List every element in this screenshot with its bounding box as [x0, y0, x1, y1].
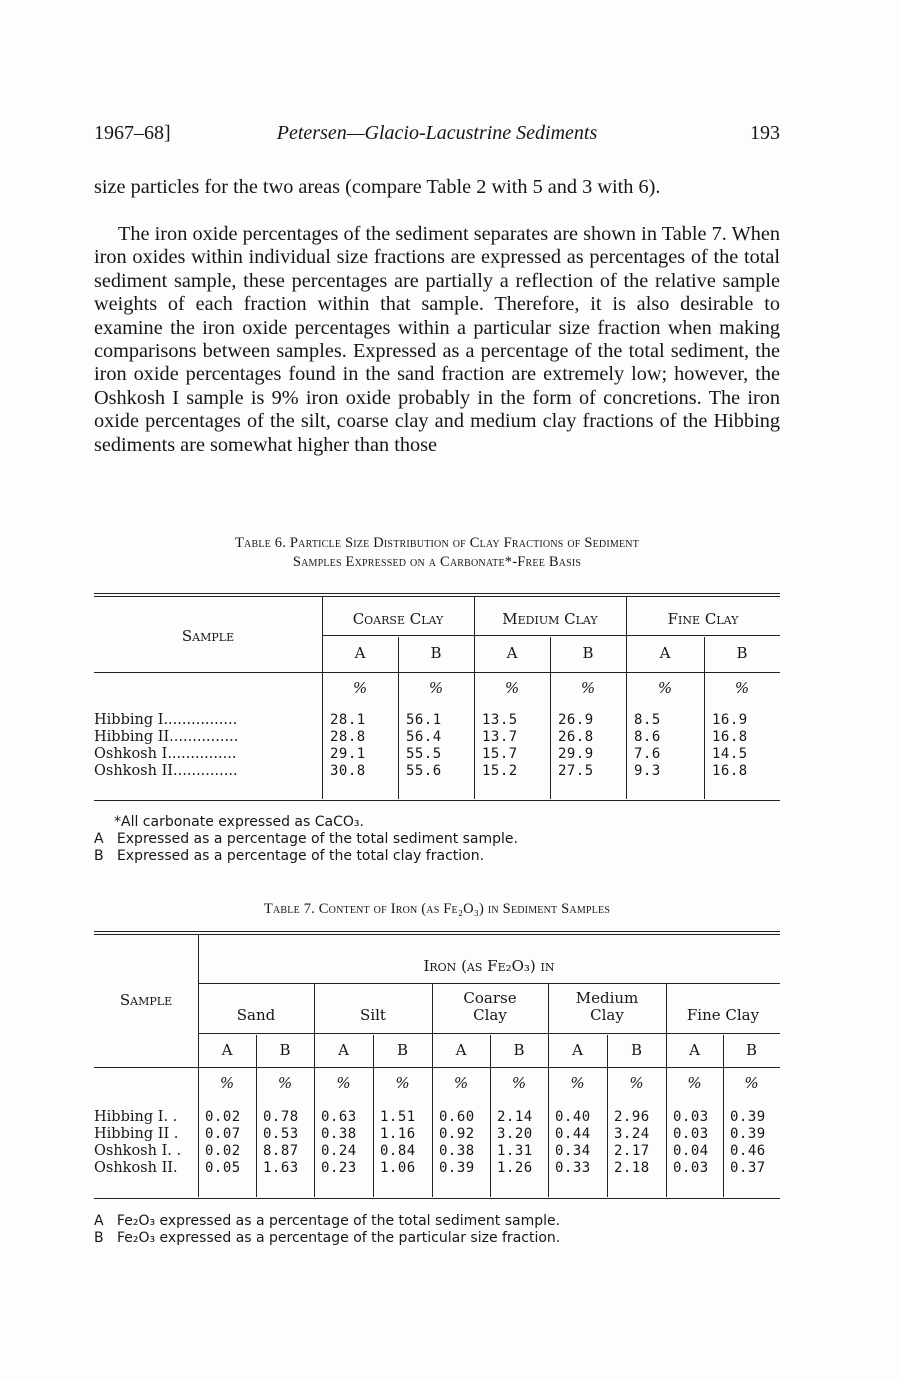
table6-subheader: B: [582, 644, 594, 662]
table7-subheader: B: [630, 1041, 643, 1059]
table7-caption: Table 7. Content of Iron (as Fe₂O₃) in Sediment Samples: [263, 901, 611, 917]
table7-vline: [607, 1035, 608, 1197]
table7-cell: 0.60: [439, 1109, 475, 1125]
table6-cell: 28.1: [330, 712, 366, 728]
table6-subheader: B: [736, 644, 748, 662]
table7-cell: 0.38: [321, 1126, 357, 1142]
table6-cell: 16.9: [712, 712, 748, 728]
table7-cell: 3.24: [614, 1126, 650, 1142]
table6-cell: 26.9: [558, 712, 594, 728]
table6-top-rule: [94, 593, 780, 597]
table7-row-label: Oshkosh I. .: [94, 1143, 182, 1159]
table6-cell: 56.1: [406, 712, 442, 728]
table6-row-label: [94, 763, 320, 779]
table7-cell: 0.02: [205, 1143, 241, 1159]
table7-top-rule: [94, 931, 780, 935]
table6-row-label: [94, 746, 320, 762]
table7-cell: 8.87: [263, 1143, 299, 1159]
table7-cell: 0.63: [321, 1109, 357, 1125]
table7-cell: 0.40: [555, 1109, 591, 1125]
table7-cell: 0.03: [673, 1109, 709, 1125]
table6-sample-header: Sample: [181, 627, 235, 645]
table7-cell: 2.18: [614, 1160, 650, 1176]
table6-note-b: B Expressed as a percentage of the total clay fraction.: [94, 848, 485, 864]
table6-subheader: A: [659, 644, 671, 662]
table7-group-header-line-2: Sand: [236, 1006, 276, 1024]
table7-cell: 1.26: [497, 1160, 533, 1176]
table6-subheader: B: [430, 644, 442, 662]
leader-dots: ...............: [167, 746, 237, 762]
table6-cell: 15.2: [482, 763, 518, 779]
table6-cell: 29.9: [558, 746, 594, 762]
table7-group-header-line-1: Medium: [575, 989, 639, 1007]
leader-dots: ................: [163, 712, 238, 728]
table7-sample-header: Sample: [119, 991, 173, 1009]
table7-unit: %: [336, 1074, 351, 1092]
table7-cell: 3.20: [497, 1126, 533, 1142]
table7-group-header-line-2: Fine Clay: [686, 1006, 760, 1024]
table7-group-header-line-2: Clay: [473, 1006, 507, 1024]
table7-super-rule: [198, 983, 780, 984]
table7-group-header-line-2: Clay: [590, 1006, 624, 1024]
table7-cell: 0.05: [205, 1160, 241, 1176]
table7-cell: 0.92: [439, 1126, 475, 1142]
table7-cell: 0.84: [380, 1143, 416, 1159]
table7-unit: %: [511, 1074, 527, 1092]
table7-subheader: A: [455, 1041, 467, 1059]
table7-cell: 0.39: [730, 1109, 766, 1125]
table7-cell: 0.44: [555, 1126, 591, 1142]
table7-note-b: B Fe₂O₃ expressed as a percentage of the particular size fraction.: [94, 1230, 561, 1246]
body-paragraph-1: [94, 176, 780, 199]
table7-unit: %: [219, 1074, 235, 1092]
table7-subheader: A: [338, 1041, 349, 1059]
table7-vline: [256, 1035, 257, 1197]
table6-cell: 16.8: [712, 729, 748, 745]
table6-row-label: [94, 729, 320, 745]
paragraph-text: size particles for the two areas (compare Table 2 with 5 and 3 with 6).: [94, 176, 661, 198]
table7-cell: 2.17: [614, 1143, 650, 1159]
table7-row-label: Hibbing II .: [94, 1126, 179, 1142]
table7-vline: [490, 1035, 491, 1197]
table7-cell: 1.06: [380, 1160, 416, 1176]
leader-dots: ...............: [169, 729, 239, 745]
table6-cell: 13.7: [482, 729, 518, 745]
table7-subheader: B: [513, 1041, 525, 1059]
table6-bottom-rule: [94, 800, 780, 801]
table7-cell: 0.03: [673, 1126, 709, 1142]
table6-caption-line-1: Table 6. Particle Size Distribution of Clay Fractions of Sediment: [235, 535, 639, 551]
table6-group-rule: [322, 635, 780, 636]
table7-cell: 0.04: [673, 1143, 709, 1159]
table6-cell: 30.8: [330, 763, 366, 779]
table7-cell: 2.14: [497, 1109, 533, 1125]
sample-name: Oshkosh II: [94, 763, 174, 779]
table7-unit: %: [629, 1074, 644, 1092]
table7-cell: 0.38: [439, 1143, 475, 1159]
table6-caption: [94, 534, 780, 572]
table7-subheader: B: [745, 1041, 758, 1059]
table6-cell: 55.6: [406, 763, 442, 779]
table7-cell: 0.53: [263, 1126, 299, 1142]
table7-subheader: B: [396, 1041, 409, 1059]
table7-cell: 1.16: [380, 1126, 416, 1142]
table6-subheader: A: [506, 644, 518, 662]
table7-subheader: A: [689, 1041, 700, 1059]
table6-cell: 55.5: [406, 746, 442, 762]
table6-notes: [94, 814, 518, 865]
table7-cell: 0.34: [555, 1143, 591, 1159]
table6-header-rule: [94, 672, 780, 673]
table6-cell: 8.6: [634, 729, 661, 745]
table6-cell: 15.7: [482, 746, 518, 762]
table7-unit: %: [277, 1074, 293, 1092]
table7-row-label: Hibbing I. .: [94, 1109, 178, 1125]
table6-cell: 29.1: [330, 746, 366, 762]
table6-cell: 14.5: [712, 746, 748, 762]
leader-dots: ..............: [173, 763, 238, 779]
table6-group-header: Medium Clay: [502, 610, 598, 628]
table6-cell: 56.4: [406, 729, 442, 745]
table6-unit: %: [580, 679, 596, 697]
table6-cell: 28.8: [330, 729, 366, 745]
table7-unit: %: [453, 1074, 469, 1092]
table7-cell: 0.24: [321, 1143, 357, 1159]
table6-group-header: Coarse Clay: [352, 610, 444, 628]
table6-caption-line-2: Samples Expressed on a Carbonate*-Free Basis: [292, 554, 582, 570]
running-head: [94, 122, 780, 150]
table6-cell: 9.3: [634, 763, 661, 779]
table7-group-header-line-2: Silt: [360, 1006, 386, 1024]
table6-cell: 16.8: [712, 763, 748, 779]
paragraph-text: The iron oxide percentages of the sediment separates are shown in Table 7. When iron oxides within individual size fractions are expressed as percentages of the total sediment sample, these percentages are partially a reflection of the relative sample weights of each fraction within that sample. Therefore, it is also desirable to examine the iron oxide percentages within a particular size fraction when making comparisons between samples. Expressed as a percentage of the total sediment, the iron oxide percentages found in the sand fraction are extremely low; however, the Oshkosh I sample is 9% iron oxide probably in the form of concretions. The iron oxide percentages of the silt, coarse clay and medium clay fractions of the Hibbing sediments are somewhat higher than those: [94, 223, 780, 456]
running-head-title: Petersen—Glacio-Lacustrine Sediments: [276, 122, 598, 144]
table6-cell: 7.6: [634, 746, 661, 762]
table7-vline: [373, 1035, 374, 1197]
table6-cell: 27.5: [558, 763, 594, 779]
table6-note-carbonate: *All carbonate expressed as CaCO₃.: [114, 814, 364, 830]
table7-unit: %: [687, 1074, 702, 1092]
table7-unit: %: [570, 1074, 585, 1092]
table7-cell: 0.78: [263, 1109, 299, 1125]
table7-bottom-rule: [94, 1198, 780, 1199]
table7-cell: 1.63: [263, 1160, 299, 1176]
sample-name: Oshkosh I: [94, 746, 168, 762]
table6-cell: 26.8: [558, 729, 594, 745]
table6-unit: %: [428, 679, 444, 697]
table7-subheader: A: [572, 1041, 583, 1059]
table6-row-label: [94, 712, 320, 728]
table7-vline: [723, 1035, 724, 1197]
sample-name: Hibbing I: [94, 712, 164, 728]
table7-cell: 0.07: [205, 1126, 241, 1142]
table7-cell: 2.96: [614, 1109, 650, 1125]
table6-note-a: A Expressed as a percentage of the total sediment sample.: [94, 831, 518, 847]
table7-cell: 0.03: [673, 1160, 709, 1176]
table7-unit: %: [395, 1074, 410, 1092]
table7-subheader: A: [221, 1041, 233, 1059]
table7-cell: 0.33: [555, 1160, 591, 1176]
table7-unit: %: [744, 1074, 759, 1092]
table6-cell: 8.5: [634, 712, 661, 728]
table7-cell: 0.02: [205, 1109, 241, 1125]
table7-cell: 0.39: [439, 1160, 475, 1176]
table6-unit: %: [504, 679, 520, 697]
table7-cell: 1.31: [497, 1143, 533, 1159]
table7-cell: 0.46: [730, 1143, 766, 1159]
table7-cell: 1.51: [380, 1109, 416, 1125]
table7-group-header-line-1: Coarse: [463, 989, 517, 1007]
table7-note-a: A Fe₂O₃ expressed as a percentage of the total sediment sample.: [94, 1213, 561, 1229]
body-paragraph-2: [94, 223, 780, 457]
table6-group-header: Fine Clay: [667, 610, 739, 628]
table7-group-rule: [198, 1033, 780, 1034]
table6-unit: %: [352, 679, 368, 697]
table7-cell: 0.39: [730, 1126, 766, 1142]
table7-cell: 0.37: [730, 1160, 766, 1176]
sample-name: Hibbing II: [94, 729, 170, 745]
table6-unit: %: [657, 679, 673, 697]
table6-unit: %: [734, 679, 750, 697]
table7-header-rule: [94, 1067, 780, 1068]
table7-cell: 0.23: [321, 1160, 357, 1176]
page-number: 193: [750, 122, 780, 144]
running-head-year: 1967–68]: [94, 122, 171, 144]
table6-subheader: A: [354, 644, 366, 662]
table7-subheader: B: [279, 1041, 291, 1059]
table7-row-label: Oshkosh II.: [94, 1160, 178, 1176]
table7-super-header: Iron (as Fe₂O₃) in: [423, 957, 555, 975]
table6-cell: 13.5: [482, 712, 518, 728]
table7-notes: [94, 1213, 560, 1247]
